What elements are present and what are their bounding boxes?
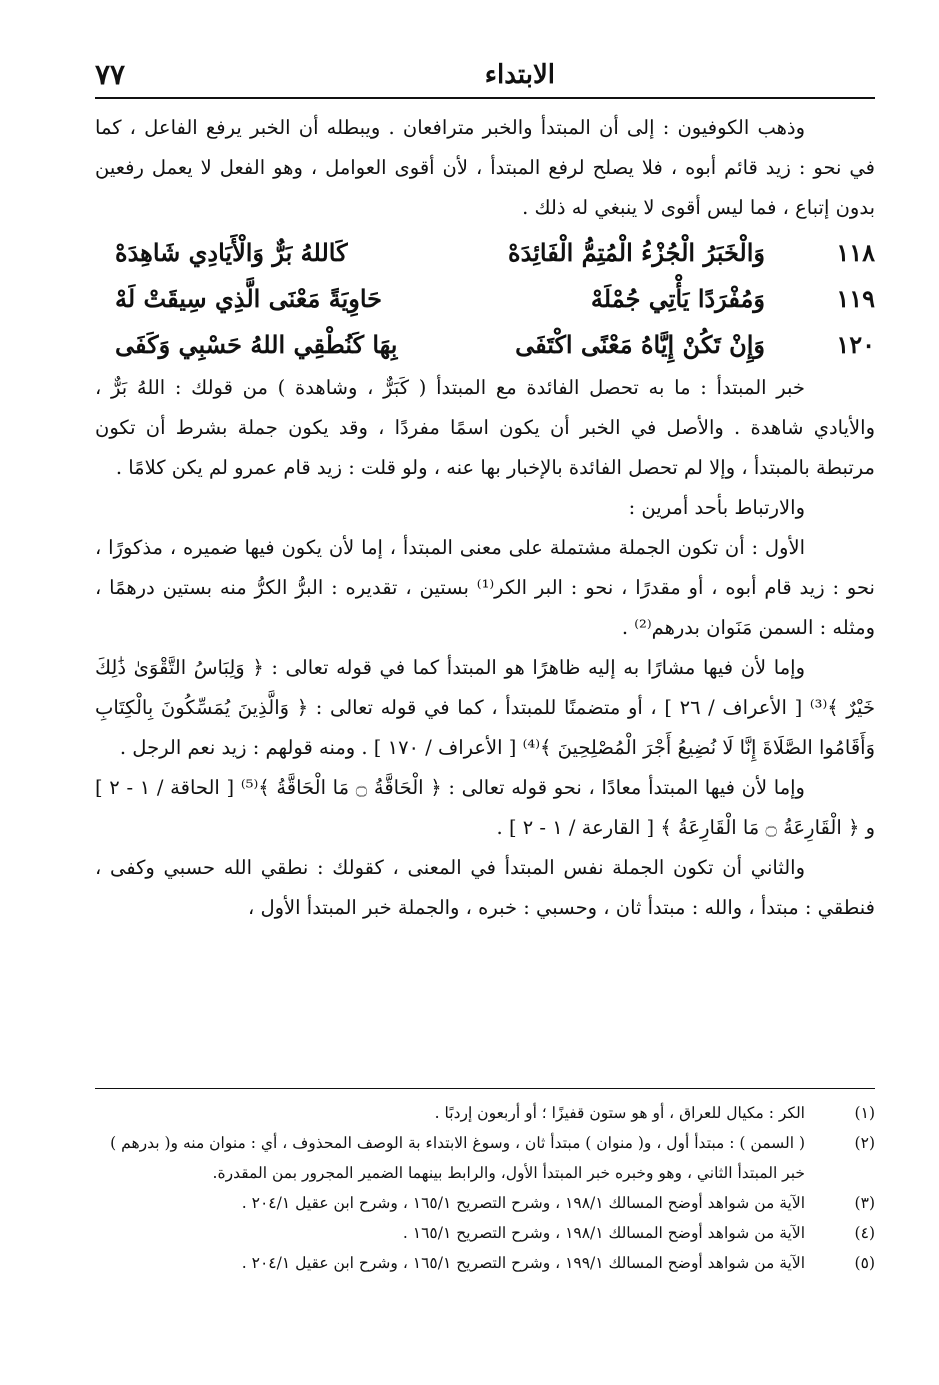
footnote-rule — [95, 1088, 875, 1089]
footnote-number: (٤) — [854, 1224, 875, 1242]
footnote-text: ( السمن ) : مبتدأ أول ، و( منوان ) مبتدأ ثان ، وسوغ الابتداء بة الوصف المحذوف ، أي : منوان منه و( بدرهم ) خبر المبتدأ الثاني ، وهو وخبره خبر المبتدأ الأول، والرابط بينهما الضمير المجرور بمن المقدرة. — [110, 1134, 805, 1182]
verse-hemistich-second: كَاللهُ بَرٌّ وَالْأَيَادِي شَاهِدَهْ — [115, 238, 348, 267]
header-title: الابتداء — [484, 60, 555, 90]
footnote — [95, 1188, 875, 1218]
paragraph-linkage: والارتباط بأحد أمرين : — [628, 496, 805, 519]
paragraph-definition: خبر المبتدأ : ما به تحصل الفائدة مع المبتدأ ( كَبَرٌّ ، وشاهدة ) من قولك : اللهُ بَرٌّ ، والأيادي شاهدة . والأصل في الخبر أن يكون اسمًا مفردًا ، وقد يكون جملة بشرط أن تكون مرتبطة بالمبتدأ ، وإلا لم تحصل الفائدة بالإخبار بها عنه ، ولو قلت : زيد قام عمرو لم يكن كلامًا . — [95, 376, 875, 479]
verse-line — [95, 230, 875, 276]
footnote — [95, 1248, 875, 1278]
verses-block — [95, 230, 875, 368]
verse-number: ١١٨ — [836, 238, 875, 267]
page-number: ٧٧ — [95, 58, 126, 91]
verse-hemistich-first: وَإِنْ تَكُنْ إِيَّاهُ مَعْنًى اكْتَفَى — [515, 330, 765, 359]
footnote-number: (٣) — [854, 1194, 875, 1212]
verse-line — [95, 322, 875, 368]
header-rule — [95, 97, 875, 99]
footnote-text: الآية من شواهد أوضح المسالك ١٩٨/١ ، وشرح التصريح ١٦٥/١ ، وشرح ابن عقيل ٢٠٤/١ . — [241, 1194, 805, 1212]
footnote-number: (٢) — [854, 1134, 875, 1152]
footnote — [95, 1218, 875, 1248]
intro-paragraph: وذهب الكوفيون : إلى أن المبتدأ والخبر مترافعان . ويبطله أن الخبر يرفع الفاعل ، كما في نحو : زيد قائم أبوه ، فلا يصلح لرفع المبتدأ ، لأن أقوى العوامل ، وهو الفعل لا يعمل رفعين بدون إتباع ، فما ليس أقوى لا ينبغي له ذلك . — [95, 116, 875, 219]
verse-number: ١١٩ — [836, 284, 875, 313]
verse-hemistich-first: وَمُفْرَدًا يَأْتِي جُمْلَهْ — [590, 284, 765, 313]
verse-number: ١٢٠ — [836, 330, 875, 359]
running-header — [95, 58, 875, 98]
footnotes — [95, 1098, 875, 1278]
verse-hemistich-second: حَاوِيَةً مَعْنَى الَّذِي سِيقَتْ لَهْ — [115, 284, 382, 313]
paragraph-first-case: الأول : أن تكون الجملة مشتملة على معنى المبتدأ ، إما لأن يكون فيها ضميره ، مذكورًا ، نحو : زيد قام أبوه ، أو مقدرًا ، نحو : البر الكر⁽¹⁾ بستين ، تقديره : البرُّ الكرُّ منه بستين درهمًا ، ومثله : السمن مَنَوان بدرهم⁽²⁾ . — [95, 536, 875, 639]
verse-hemistich-first: وَالْخَبَرُ الْجُزْءُ الْمُتِمُّ الْفَائِدَهْ — [508, 238, 765, 267]
footnote-text: الآية من شواهد أوضح المسالك ١٩٨/١ ، وشرح التصريح ١٦٥/١ . — [402, 1224, 805, 1242]
main-text — [95, 108, 875, 928]
verse-hemistich-second: بِهَا كَنُطْقِي اللهُ حَسْبِي وَكَفَى — [115, 330, 398, 359]
paragraph-repetition: وإما لأن فيها المبتدأ معادًا ، نحو قوله تعالى : ﴿ الْحَاقَّةُ ۝ مَا الْحَاقَّةُ ﴾⁽⁵⁾ [ الحاقة / ١ - ٢ ] و ﴿ الْقَارِعَةُ ۝ مَا الْقَارِعَةُ ﴾ [ القارعة / ١ - ٢ ] . — [95, 776, 875, 839]
paragraph-second-case: والثاني أن تكون الجملة نفس المبتدأ في المعنى ، كقولك : نطقي الله حسبي وكفى ، فنطقي : مبتدأ ، والله : مبتدأ ثان ، وحسبي : خبره ، والجملة خبر المبتدأ الأول ، — [95, 856, 875, 919]
footnote-number: (٥) — [854, 1254, 875, 1272]
footnote-number: (١) — [854, 1104, 875, 1122]
paragraph-demonstrative: وإما لأن فيها مشارًا به إليه ظاهرًا هو المبتدأ كما في قوله تعالى : ﴿ وَلِبَاسُ التَّقْوَىٰ ذَٰلِكَ خَيْرٌ ﴾⁽³⁾ [ الأعراف / ٢٦ ] ، أو متضمنًا للمبتدأ ، كما في قوله تعالى : ﴿ وَالَّذِينَ يُمَسِّكُونَ بِالْكِتَابِ وَأَقَامُوا الصَّلَاةَ إِنَّا لَا نُضِيعُ أَجْرَ الْمُصْلِحِينَ ﴾⁽⁴⁾ [ الأعراف / ١٧٠ ] . ومنه قولهم : زيد نعم الرجل . — [95, 656, 875, 759]
verse-line — [95, 276, 875, 322]
footnote-text: الآية من شواهد أوضح المسالك ١٩٩/١ ، وشرح التصريح ١٦٥/١ ، وشرح ابن عقيل ٢٠٤/١ . — [241, 1254, 805, 1272]
footnote — [95, 1128, 875, 1188]
footnote — [95, 1098, 875, 1128]
footnote-text: الكر : مكيال للعراق ، أو هو ستون قفيزًا ؛ أو أربعون إردبًا . — [434, 1104, 805, 1122]
